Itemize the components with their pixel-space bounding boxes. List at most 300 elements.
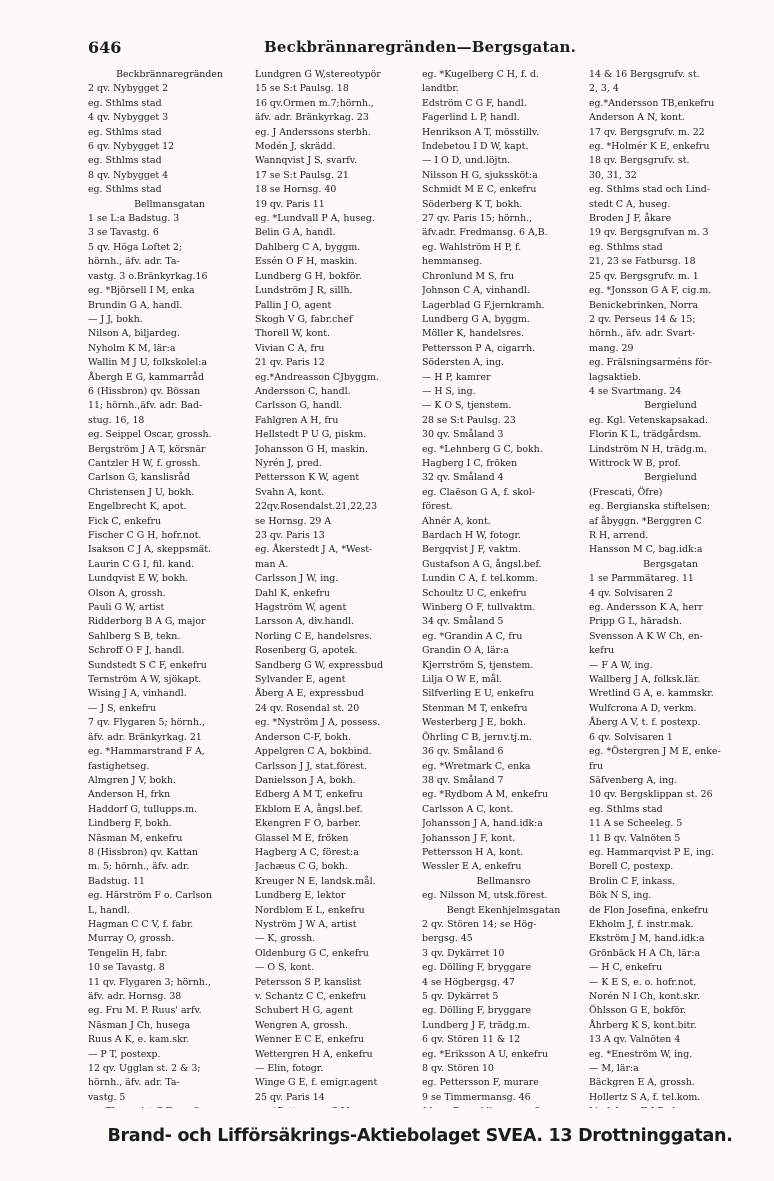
directory-line: 2 qv. Perseus 14 & 15; [589,313,696,325]
directory-line: Lindberg F, bokh. [88,818,172,830]
directory-line: Lundberg J F, trädg.m. [422,1019,530,1031]
directory-line: Wenner E C E, enkefru [255,1034,365,1046]
directory-line: 11; hörnh.,äfv. adr. Bad- [88,400,203,412]
directory-line: 4 se Högbergsg. 47 [422,976,515,988]
directory-line: Näsman J Ch, husegа [88,1019,191,1031]
directory-line: Anderson A N, kont. [589,112,685,124]
directory-line: 21, 23 se Fatbursg. 18 [589,256,696,268]
directory-line: eg. Sthlms stad [88,184,162,196]
directory-line: Lagerblad G F,jernkramh. [422,299,545,311]
directory-line: stedt C A, huseg. [589,198,671,210]
directory-line: Wettergren H A, enkefru [255,1048,373,1060]
directory-line: Christensen J U, bokh. [88,486,195,498]
directory-line: 15 se S:t Paulsg. 18 [255,83,349,95]
directory-line: Skogh V G, fabr.chef [255,313,353,325]
directory-line: Fischer C G H, hofr.not. [88,530,202,541]
directory-line: Vivian C A, fru [255,342,325,354]
directory-line: Nordblom E L, enkefru [255,904,365,916]
directory-line: 17 qv. Bergsgrufv. m. 22 [589,126,705,138]
directory-line: 25 qv. Bergsgrufv. m. 1 [589,270,699,282]
directory-line: 8 qv. Nybygget 4 [88,169,169,181]
directory-line: Oldenburg G C, enkefru [255,947,369,959]
directory-line: Ekström J M, hand.idk:a [589,933,705,945]
directory-line: 2 qv. Nybygget 2 [88,83,169,95]
directory-line: Pauli G W, artist [88,602,165,614]
directory-line: Badstug. 11 [88,875,145,887]
directory-line: Lundgren G W,stereotypör [255,69,381,80]
directory-line: Johansson J A, hand.idk:a [422,818,543,830]
directory-line: hörnh., äfv. adr. Svart- [589,328,696,340]
directory-line: eg. *Grandin A C, fru [422,630,523,642]
directory-line: 23 qv. Paris 13 [255,530,325,541]
directory-line: Pettersson K W, agent [255,472,360,484]
directory-line: Engelbrecht K, apot. [88,501,187,513]
directory-line: eg. Nilsson M, utsk.förest. [422,890,548,902]
directory-line: eg. J Anderssons sterbh. [255,126,371,138]
directory-line: Westerberg J E, bokh. [422,717,526,729]
directory-line: 27 qv. Paris 15; hörnh., [422,213,533,225]
directory-line: Winberg O F, tullvaktm. [422,602,536,614]
footer-advertisement: Brand- och Lifförsäkrings-Aktiebolaget SVEA. 13 Drottninggatan. [107,1126,733,1146]
directory-line: Indebetou I D W, kapt. [422,141,529,153]
directory-line: 6 qv. Nybygget 12 [88,141,175,153]
directory-line: Glassel M E, fröken [255,832,349,844]
directory-line: Norling C E, handelsres. [255,630,373,642]
directory-line: Lundström J R, sillh. [255,285,353,297]
directory-line: — J J, bokh. [88,313,143,325]
directory-line: Isakson C J A, skeppsmät. [88,544,211,556]
column-1 [88,68,251,1108]
directory-line: Pripp G L, häradsh. [589,616,682,628]
directory-line: 25 qv. Paris 14 [255,1091,325,1103]
directory-line: Sundstedt S C F, enkefru [88,659,207,671]
directory-line: 17 se S:t Paulsg. 21 [255,169,349,181]
directory-line: Ekblom E A, ångsl.bef. [255,803,363,815]
directory-line: lagsaktieb. [589,371,641,383]
directory-line: — M, lär:a [589,1063,639,1075]
directory-line: äfv. adr. Hornsg. 38 [88,991,182,1002]
directory-line: eg. Pettersson F, murare [422,1077,539,1089]
directory-line: Thorell W, kont. [255,328,331,340]
directory-line: Nyrén J, pred. [255,457,322,469]
directory-line: eg. *Rydbom A M, enkefru [422,789,549,801]
directory-line: 30 qv. Småland 3 [422,429,504,441]
directory-line: Winge G E, f. emigr.agent [255,1077,378,1089]
directory-line: förest. [422,501,453,513]
directory-line: kefru [589,645,615,657]
directory-line: Brundin G A, handl. [88,299,183,311]
directory-line: Lundin C A, f. tel.komm. [422,573,538,585]
directory-line: 6 qv. Stören 11 & 12 [422,1034,521,1046]
directory-line: 6 qv. Solvisaren 1 [589,731,673,743]
directory-line: 6 (Hissbron) qv. Bössan [88,385,201,397]
directory-line: Norén N I Ch, kont.skr. [589,991,700,1002]
directory-line: — H C, enkefru [589,962,663,974]
directory-line: 10 se Tavastg. 8 [88,962,165,974]
directory-line: Söderberg K T, bokh. [422,198,523,210]
directory-line: eg. *Eriksson A U, enkefru [422,1048,549,1060]
directory-line: Broden J F, åkare [589,213,672,225]
directory-line: Wallin M J U, folkskolel:a [88,357,207,369]
directory-line: eg.*Andersson TB,enkefru [589,97,715,109]
directory-line: Hagberg A C, förest:a [255,846,359,858]
directory-line: landtbr. [422,83,459,95]
directory-line: eg. *Eneström W, ing. [589,1048,693,1060]
directory-line: eg. *Lundvall P A, huseg. [255,213,375,225]
directory-line: — H S, ing. [422,385,476,397]
directory-line: äfv. adr. Bränkyrkag. 21 [88,731,202,743]
directory-line: Hagman C C V, f. fabr. [88,918,194,930]
directory-line: Öhrling C B, jernv.tj.m. [422,731,532,743]
directory-line: 8 (Hissbron) qv. Kattan [88,846,199,858]
directory-line: Bergsgatan [643,558,698,570]
directory-line: eg. *Björsell I M, enka [88,285,195,297]
directory-line: L, handl. [88,904,130,916]
directory-line [255,1105,418,1108]
directory-line: 14 & 16 Bergsgrufv. st. [589,69,700,80]
directory-line: Tengelin H, fabr. [88,947,168,959]
directory-line: eg. Claëson G A, f. skol- [422,486,535,498]
directory-line: Wising J A, vinhandl. [88,688,187,700]
directory-line: 8 qv. Stören 10 [422,1063,494,1075]
directory-line: Öhlsson G E, bokför. [589,1005,687,1017]
directory-line: Nilsson H G, sjukssköt:a [422,169,538,181]
directory-line: Bök N S, ing. [589,890,652,902]
directory-line: Silfverling E U, enkefru [422,688,534,700]
directory-line: eg. *Jonsson G A F, cig.m. [589,285,712,297]
directory-line: — K, grossh. [255,933,316,945]
directory-line: Schroff O F J, handl. [88,645,185,657]
directory-line: — K E S, e. o. hofr.not. [589,976,697,988]
running-head: Beckbrännaregränden—Bergsgatan. [263,38,577,56]
directory-line: Carlsson J W, ing. [255,573,339,585]
directory-line: Nyström J W A, artist [255,918,357,930]
directory-line: Belin G A, handl. [255,227,336,239]
directory-line: Lundberg G A, byggm. [422,313,530,325]
directory-line: Benickebrinken, Norra [589,299,699,311]
directory-line: Bäckgren E A, grossh. [589,1077,695,1089]
directory-line: Kreuger N E, landsk.mål. [255,875,376,887]
directory-line: Essén O F H, maskin. [255,256,358,268]
directory-line: Olson A, grossh. [88,587,166,599]
directory-line: Wannqvist J S, svarfv. [255,155,357,167]
directory-line: vastg. 5 [88,1091,126,1103]
directory-line: mang. 29 [589,342,634,354]
directory-line: Fagerlind L P, handl. [422,112,520,124]
directory-line: Carlsson J J, stat.förest. [255,760,368,772]
directory-line: Larsson A, div.handl. [255,616,355,628]
directory-line: Beckbrännaregränden [116,69,223,80]
directory-line: v. Schantz C C, enkefru [255,991,366,1002]
directory-line: Wallberg J A, folksk.lär. [589,674,701,686]
directory-line: eg. Sthlms stad och Lind- [589,184,710,196]
directory-line: Schoultz U C, enkefru [422,587,527,599]
directory-line: Modén J, skrädd. [255,141,336,153]
directory-line: Anderson C-F, bokh. [255,731,351,743]
directory-line: Murray O, grossh. [88,933,175,945]
directory-line: eg. *Lehnberg G C, bokh. [422,443,543,455]
directory-line: 36 qv. Småland 6 [422,746,504,758]
directory-line: 19 qv. Bergsgrufvan m. 3 [589,227,709,239]
directory-line: 12 qv. Ugglan st. 2 & 3; [88,1063,201,1075]
directory-line: 11 B qv. Valnöten 5 [589,832,681,844]
directory-line: Schubert H G, agent [255,1005,353,1017]
directory-line: Anderson H, frkn [88,789,171,801]
directory-line: Wulfcrona A D, verkm. [589,702,697,714]
directory-line: eg. Åkerstedt J A, *West- [255,544,373,556]
directory-line: eg.*Andreasson CJbyggm. [255,371,380,383]
directory-line: eg. Sthlms stad [88,126,162,138]
directory-line: Andersson C, handl. [255,385,351,397]
directory-line: eg. Andersson K A, herr [589,602,703,614]
directory-line: Fick C, enkefru [88,515,162,527]
directory-line: Åberg A V, t. f. postexp. [589,717,701,729]
directory-line: Bellmansgatan [134,198,205,210]
directory-line: Bellmansro [476,875,531,887]
directory-line: Rosenberg G, apotek. [255,645,358,657]
directory-line: Säfvenberg A, ing. [589,774,678,786]
columns-container [88,68,752,1108]
directory-line: Wittrock W B, prof. [589,457,681,469]
column-4 [589,68,752,1108]
directory-line: 22qv.Rosendalst.21,22,23 [255,501,378,513]
directory-line: 1 se Parmmätareg. 11 [589,573,694,585]
directory-line: eg. Kgl. Vetenskapsakad. [589,414,709,426]
directory-line: hörnh., äfv. adr. Ta- [88,256,180,268]
directory-line: Åberg A E, expressbud [255,688,364,700]
directory-line: eg. *Hammarstrand F A, [88,746,205,758]
directory-line: eg. *Nyström J A, possess. [255,717,381,729]
directory-line: Almgren J V, bokh. [88,774,176,786]
directory-line: 2 qv. Stören 14; se Hög- [422,918,537,930]
directory-line: Ahnér A, kont. [422,515,491,527]
directory-line [88,1105,251,1108]
directory-line: hörnh., äfv. adr. Ta- [88,1077,180,1089]
directory-line: 1 se L:a Badstug. 3 [88,213,180,225]
directory-line: äfv. adr. Bränkyrkag. 23 [255,112,369,124]
directory-line: 38 qv. Småland 7 [422,774,504,786]
directory-line: eg. Sthlms stad [589,241,663,253]
directory-line: Bardach H W, fotogr. [422,530,521,541]
directory-line: Sylvander E, agent [255,674,346,686]
directory-line: eg. Seippel Oscar, grossh. [88,429,212,441]
directory-line: Haddorf G, tullupps.m. [88,803,197,815]
directory-line: Hagberg I C, fröken [422,457,518,469]
directory-line: fastighetseg. [88,760,150,772]
directory-line: Gustafson A G, ångsl.bef. [422,558,542,570]
directory-line: 13 A qv. Valnöten 4 [589,1034,681,1046]
directory-line: Florin K L, trädgårdsm. [589,429,702,441]
page-number: 646 [88,38,122,57]
directory-line: Danielsson J A, bokh. [255,774,356,786]
directory-line: Ekholm J, f. instr.mak. [589,918,694,930]
directory-line: Wengren A, grossh. [255,1019,349,1031]
directory-line: Nyholm K M, lär:a [88,342,176,354]
directory-line: hemmanseg. [422,256,483,268]
directory-line: Svensson A K W Ch, en- [589,630,703,642]
directory-line: Borell C, postexp. [589,861,674,873]
column-2 [255,68,418,1108]
directory-line: — K O S, tjenstem. [422,400,512,412]
directory-line: Ekengren F O, barber. [255,818,361,830]
directory-line: 4 qv. Solvisaren 2 [589,587,673,599]
directory-line: 2, 3, 4 [589,83,619,95]
directory-line: Bergström J A T, körsnär [88,443,206,455]
directory-line: bergsg. 45 [422,933,473,945]
directory-line: eg. Sthlms stad [88,155,162,167]
directory-line: Chronlund M S, fru [422,270,515,282]
directory-line: — O S, kont. [255,962,315,974]
directory-line: 16 qv.Ormen m.7;hörnh., [255,97,374,109]
directory-line: 10 qv. Bergsklippan st. 26 [589,789,713,801]
directory-line: Kjerrström S, tjenstem. [422,659,534,671]
directory-line: Laurin C G I, fil. kand. [88,558,195,570]
directory-line: Johansson J F, kont. [422,832,516,844]
directory-line: af åbyggn. *Berggren C [589,515,702,527]
directory-line: Grandin O A, lär:a [422,645,509,657]
directory-line: Brolin C F, inkass. [589,875,676,887]
directory-line: 11 A se Scheeleg. 5 [589,818,683,830]
directory-line: 3 se Tavastg. 6 [88,227,159,239]
directory-line: Hagström W, agent [255,602,347,614]
directory-line: Johnson C A, vinhandl. [422,285,530,297]
directory-line: Stenman M T, enkefru [422,702,528,714]
directory-line: Edström C G F, handl. [422,97,527,109]
directory-line: 21 qv. Paris 12 [255,357,325,369]
directory-line: Lindström N H, trädg.m. [589,443,707,455]
directory-line: 4 se Svartmang. 24 [589,385,682,397]
directory-line: — J S, enkefru [88,702,156,714]
directory-line: eg. Bergianska stiftelsen; [589,501,711,513]
directory-line: Bergqvist J F, vaktm. [422,544,521,556]
directory-line: 4 qv. Nybygget 3 [88,112,169,124]
directory-line: Bergielund [644,400,697,412]
directory-line: Appelgren C A, bokbind. [255,746,372,758]
directory-line: eg. *Kugelberg C H, f. d. [422,69,539,80]
directory-line: eg. Frälsningsarméns för- [589,357,712,369]
directory-line: Lundqvist E W, bokh. [88,573,189,585]
directory-line: Sahlberg S B, tekn. [88,630,181,642]
directory-line: — P T, postexp. [88,1048,161,1060]
directory-line: eg. Wahlström H P, f. [422,241,522,253]
directory-line: Cantzler H W, f. grossh. [88,457,201,469]
column-3 [422,68,585,1108]
directory-line: Näsman M, enkefru [88,832,183,844]
directory-line: Carlson G, kanslisråd [88,472,190,484]
directory-line: Svahn A, kont. [255,486,325,498]
directory-line [422,1105,585,1108]
directory-line: Hansson M C, bag.idk:a [589,544,703,556]
directory-line: Södersten A, ing. [422,357,504,369]
directory-line: 5 qv. Höga Loftet 2; [88,241,183,253]
directory-line: Johansson G H, maskin. [255,443,368,455]
directory-line: eg. Sthlms stad [589,803,663,815]
directory-line: 19 qv. Paris 11 [255,198,325,210]
directory-line: Petersson S P, kanslist [255,976,361,988]
directory-line: eg. *Wretmark C, enka [422,760,531,772]
directory-line: Wretlind G A, e. kammskr. [589,688,714,700]
directory-line: — H P, kamrer [422,371,491,383]
directory-line: Carlsson A C, kont. [422,803,514,815]
directory-line: Wessler E A, enkefru [422,861,522,873]
directory-line: 24 qv. Rosendal st. 20 [255,702,360,714]
directory-line: fru [589,760,603,772]
directory-line: 30, 31, 32 [589,169,637,181]
directory-line: Schmidt M E C, enkefru [422,184,537,196]
page-header [88,34,752,58]
directory-line: se Hornsg. 29 A [255,515,332,527]
directory-line: Åbergh E G, kammarråd [88,371,204,383]
directory-line: eg. *Holmér K E, enkefru [589,141,710,153]
directory-line: 11 qv. Flygaren 3; hörnh., [88,976,211,988]
directory-line: Lundberg G H, bokför. [255,270,362,282]
directory-line: Grönbäck H A Ch, lär:a [589,947,701,959]
directory-line: Hollertz S A, f. tel.kom. [589,1091,701,1103]
directory-line: eg. *Östergren J M E, enke- [589,746,721,758]
directory-line: Henrikson A T, mösstillv. [422,126,540,138]
directory-line: Bengt Ekenhjelmsgatan [446,904,561,916]
directory-line: 18 qv. Bergsgrufv. st. [589,155,690,167]
directory-line: 32 qv. Småland 4 [422,472,504,484]
directory-line: Dahlberg C A, byggm. [255,241,361,253]
directory-line: eg. Härström F o. Carlson [88,890,212,902]
directory-line: Bergielund [644,472,697,484]
directory-line: Lilja O W E, mål. [422,674,503,686]
directory-line: Pallin J O, agent [255,299,332,311]
directory-line: eg. Hammarqvist P E, ing. [589,846,715,858]
directory-line: Lundberg E, lektor [255,890,346,902]
directory-line: R H, arrend. [589,530,649,541]
directory-line: m. 5; hörnh., äfv. adr. [88,861,190,873]
directory-line: Åhrberg K S, kont.bitr. [589,1019,697,1031]
directory-line: — I O D, und.löjtn. [422,155,511,167]
directory-line: — F A W, ing. [589,659,653,671]
directory-line: Hellstedt P U G, piskm. [255,429,367,441]
directory-line: Sandberg G W, expressbud [255,659,384,671]
directory-line: eg. Sthlms stad [88,97,162,109]
directory-line: Fahlgren A H, fru [255,414,339,426]
directory-line: Ridderborg B A G, major [88,616,206,628]
directory-line: 34 qv. Småland 5 [422,616,504,628]
directory-line: stug. 16, 18 [88,414,145,426]
directory-line: de Flon Josefina, enkefru [589,904,709,916]
directory-line: eg. Dölling F, bryggare [422,962,532,974]
directory-line: Ternström A W, sjökapt. [88,674,202,686]
directory-line: man A. [255,558,289,570]
directory-line: Pettersson H A, kont. [422,846,524,858]
directory-line: Möller K, handelsres. [422,328,525,340]
directory-line: — Elin, fotogr. [255,1063,324,1075]
directory-line: äfv.adr. Fredmansg. 6 A,B. [422,227,548,239]
directory-line [589,1105,752,1108]
directory-line: Nilson A, biljardeg. [88,328,180,340]
directory-line: eg. Fru M. P. Ruus' arfv. [88,1005,202,1017]
directory-line: Dahl K, enkefru [255,587,330,599]
directory-line: eg. Dölling F, bryggare [422,1005,532,1017]
directory-line: (Frescati, Öfre) [589,486,663,498]
directory-line: Carlsson G, handl. [255,400,343,412]
directory-line: 28 se S:t Paulsg. 23 [422,414,516,426]
directory-line: Jachæus C G, bokh. [255,861,348,873]
directory-line: 9 se Timmermansg. 46 [422,1091,531,1103]
directory-line: 3 qv. Dykärret 10 [422,947,505,959]
directory-line: Pettersson P A, cigarrh. [422,342,536,354]
directory-line: 18 se Hornsg. 40 [255,184,337,196]
directory-line: 7 qv. Flygaren 5; hörnh., [88,717,205,729]
directory-line: 5 qv. Dykärret 5 [422,991,499,1002]
directory-line: Ruus A K, e. kam.skr. [88,1034,190,1046]
directory-line: Edberg A M T, enkefru [255,789,363,801]
